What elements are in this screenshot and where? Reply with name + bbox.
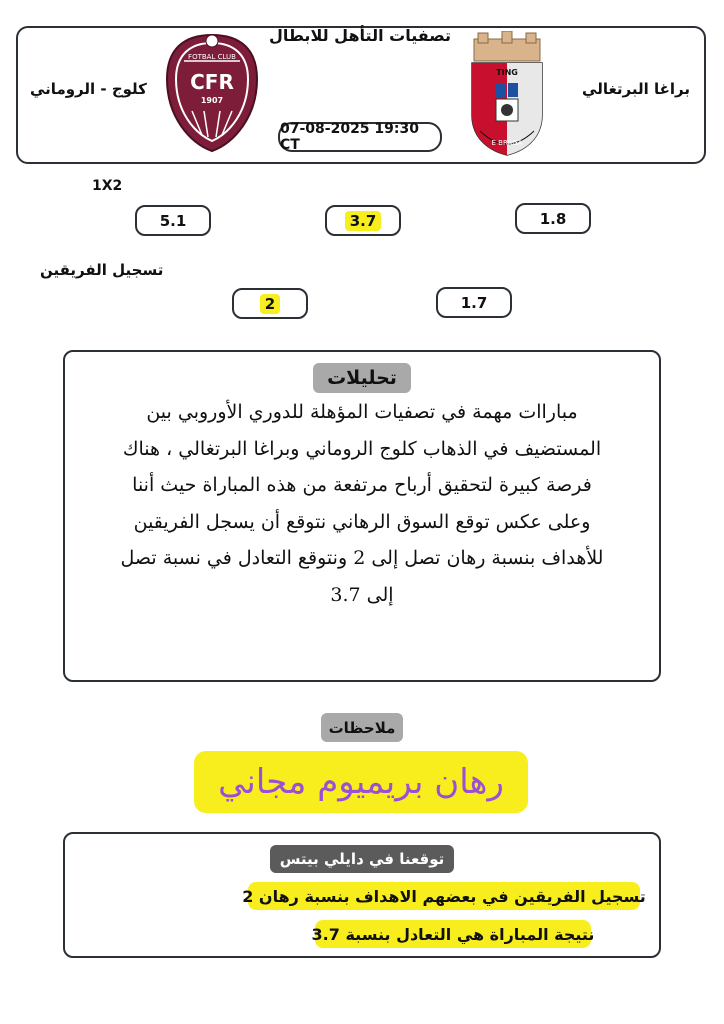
notes-label-text: ملاحظات	[328, 718, 396, 737]
svg-text:CFR: CFR	[190, 70, 234, 94]
prediction-line-2	[311, 920, 595, 948]
odds-draw-value	[325, 205, 401, 236]
prediction-line-1-text: تسجيل الفريقين في بعضهم الاهداف بنسبة رهان 2	[242, 886, 646, 906]
premium-banner	[194, 751, 528, 813]
odds-away-text: 5.1	[159, 211, 187, 230]
analysis-line: المستضيف في الذهاب كلوج الروماني وبراغا البرتغالي ، هناك	[122, 437, 602, 460]
prediction-line-1	[242, 882, 646, 910]
svg-text:FOTBAL CLUB: FOTBAL CLUB	[188, 53, 236, 61]
odds-home-value	[515, 203, 591, 234]
btts-no-value	[232, 288, 308, 319]
notes-label	[321, 713, 403, 742]
premium-banner-text: رهان بريميوم مجاني	[218, 762, 504, 802]
svg-text:TING: TING	[496, 68, 518, 77]
btts-label: تسجيل الفريقين	[40, 261, 164, 279]
away-team-logo	[162, 31, 262, 153]
odds-home-text: 1.8	[539, 209, 567, 228]
analysis-line: للأهداف بنسبة رهان تصل إلى 2 ونتوقع التعادل في نسبة تصل	[120, 547, 604, 569]
odds-draw-text: 3.7	[345, 211, 382, 231]
svg-text:1907: 1907	[200, 96, 224, 105]
analysis-line: إلى 3.7	[330, 583, 394, 606]
away-team-name: كلوج - الروماني	[30, 80, 147, 98]
match-datetime: 07-08-2025 19:30 CT	[278, 122, 442, 152]
analysis-line: فرصة كبيرة لتحقيق أرباح مرتفعة من هذه المباراة حيث أننا	[132, 474, 592, 496]
btts-no-text: 2	[260, 294, 280, 314]
odds-1x2-label: 1X2	[92, 178, 123, 194]
home-team-logo	[466, 31, 548, 157]
svg-text:E BRAGA: E BRAGA	[491, 139, 523, 147]
prediction-line-2-text: نتيجة المباراة هي التعادل بنسبة 3.7	[311, 924, 595, 944]
analysis-line: وعلى عكس توقع السوق الرهاني نتوقع أن يسجل الفريقين	[133, 510, 591, 533]
prediction-title-text: توقعنا في دايلي بيتس	[279, 850, 445, 868]
odds-away-value	[135, 205, 211, 236]
btts-yes-text: 1.7	[460, 293, 488, 312]
btts-yes-value	[436, 287, 512, 318]
analysis-title	[313, 363, 411, 393]
competition-title: تصفيات التأهل للابطال	[268, 26, 452, 45]
home-team-name: براغا البرتغالي	[582, 80, 690, 98]
analysis-body	[80, 394, 644, 613]
prediction-title	[270, 845, 454, 873]
analysis-line: مباراات مهمة في تصفيات المؤهلة للدوري الأوروبي بين	[146, 401, 578, 423]
analysis-title-text: تحليلات	[327, 367, 397, 389]
